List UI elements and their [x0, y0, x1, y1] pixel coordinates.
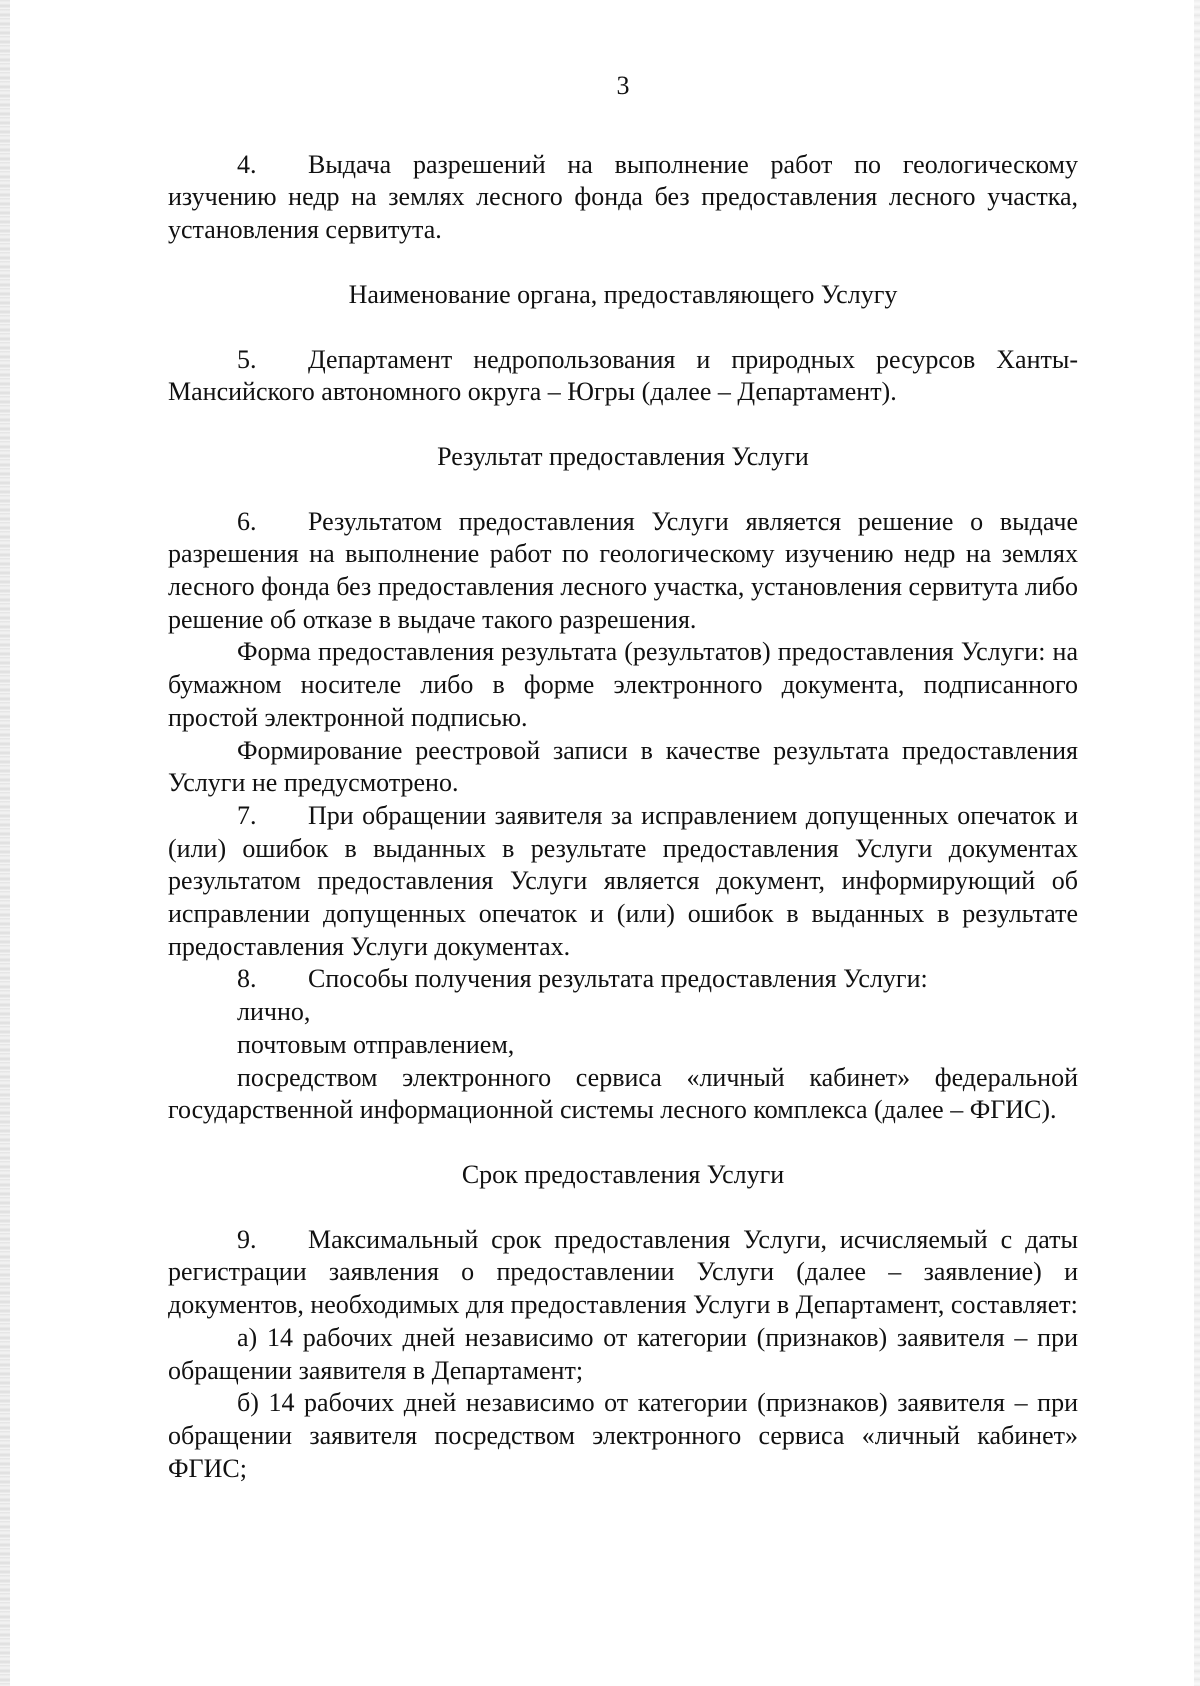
scan-edge-left: [0, 0, 10, 1686]
paragraph-number: 9.: [237, 1224, 257, 1254]
paragraph-8: [168, 963, 1078, 996]
paragraph-7: [168, 800, 1078, 964]
paragraph-text: Департамент недропользования и природных ресурсов Ханты-Мансийского автономного округа – Югры (далее – Департамент).: [168, 344, 1078, 407]
paragraph-text: Выдача разрешений на выполнение работ по геологическому изучению недр на землях лесного фонда без предоставления лесного участка, установления сервитута.: [168, 149, 1078, 245]
paragraph-number: 4.: [237, 149, 257, 179]
list-item-electronic: посредством электронного сервиса «личный кабинет» федеральной государственной информационной системы лесного комплекса (далее – ФГИС).: [168, 1062, 1078, 1125]
paragraph-number: 5.: [237, 344, 257, 374]
paragraph-6: [168, 506, 1078, 637]
paragraph-text: Способы получения результата предоставления Услуги:: [308, 964, 928, 994]
list-item-in-person: лично,: [237, 997, 311, 1027]
page-number: 3: [616, 71, 630, 100]
paragraph-6-registry: Формирование реестровой записи в качестве результата предоставления Услуги не предусмотрено.: [168, 735, 1078, 798]
paragraph-9: [168, 1224, 1078, 1322]
section-heading-result: Результат предоставления Услуги: [437, 441, 809, 471]
list-item-post: почтовым отправлением,: [237, 1029, 515, 1059]
paragraph-number: 7.: [237, 800, 257, 830]
paragraph-text: Максимальный срок предоставления Услуги, исчисляемый с даты регистрации заявления о предоставлении Услуги (далее – заявление) и документов, необходимых для предоставления Услуги в Департамент, составляет:: [168, 1224, 1078, 1320]
section-heading-term: Срок предоставления Услуги: [461, 1159, 785, 1189]
document-page: [168, 70, 1078, 1485]
section-heading-authority: Наименование органа, предоставляющего Услугу: [348, 279, 898, 309]
paragraph-9-a: а) 14 рабочих дней независимо от категории (признаков) заявителя – при обращении заявителя в Департамент;: [168, 1322, 1078, 1385]
paragraph-number: 6.: [237, 506, 257, 536]
paragraph-text: При обращении заявителя за исправлением допущенных опечаток и (или) ошибок в выданных в результате предоставления Услуги документах результатом предоставления Услуги является документ, информирующий об исправлении допущенных опечаток и (или) ошибок в выданных в результате предоставления Услуги документах.: [168, 800, 1078, 961]
paragraph-9-b: б) 14 рабочих дней независимо от категории (признаков) заявителя – при обращении заявителя посредством электронного сервиса «личный кабинет» ФГИС;: [168, 1388, 1078, 1483]
paragraph-number: 8.: [237, 964, 257, 994]
paragraph-4: [168, 149, 1078, 247]
paragraph-5: [168, 344, 1078, 409]
paragraph-6-form: Форма предоставления результата (результатов) предоставления Услуги: на бумажном носителе либо в форме электронного документа, подписанного простой электронной подписью.: [168, 637, 1078, 732]
scan-edge-right: [1194, 0, 1200, 1686]
paragraph-text: Результатом предоставления Услуги является решение о выдаче разрешения на выполнение работ по геологическому изучению недр на землях лесного фонда без предоставления лесного участка, установления сервитута либо решение об отказе в выдаче такого разрешения.: [168, 506, 1078, 634]
